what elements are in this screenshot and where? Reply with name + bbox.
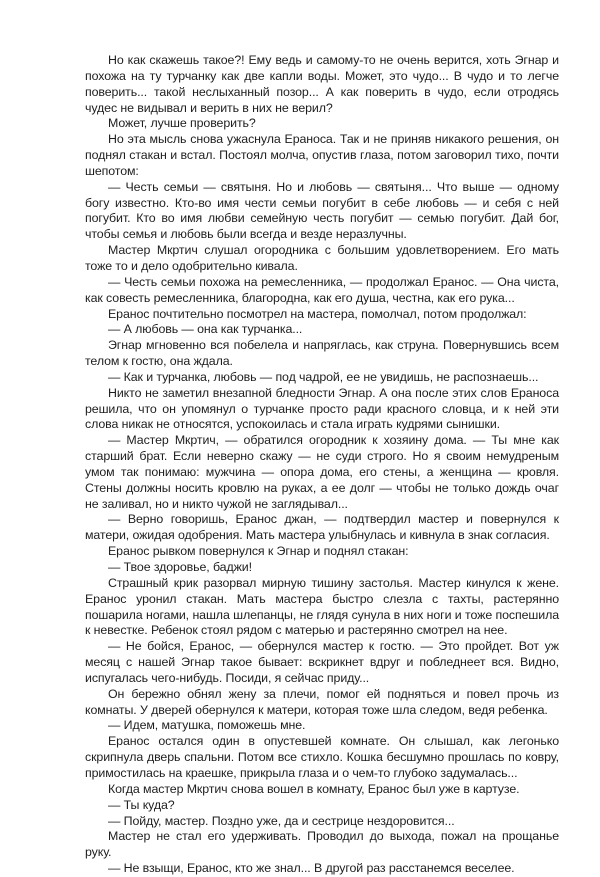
paragraph: — Твое здоровье, баджи!: [108, 560, 252, 574]
paragraph: Но как скажешь такое?! Ему ведь и самому-то не очень верится, хоть Эгнар и похожа на ту турчанку как две капли воды. Может, это чудо... В чудо и то легче поверить... такой неслыханный позор... А как поверить в чудо, если отродясь чудес не видывал и верить в них не верил?: [85, 53, 559, 115]
paragraph: Но эта мысль снова ужаснула Ераноса. Так и не приняв никакого решения, он поднял стакан и встал. Постоял молча, опустив глаза, потом заговорил тихо, почти шепотом:: [85, 132, 559, 178]
paragraph: — Как и турчанка, любовь — под чадрой, ее не увидишь, не распознаешь...: [108, 369, 539, 384]
paragraph: Еранос остался один в опустевшей комнате. Он слышал, как легонько скрипнула дверь спальни. Потом все стихло. Кошка бесшумно прошлась по ковру, примостилась на краешке, прикрыла глаза и о чем-то глубоко задумалась...: [85, 734, 559, 780]
paragraph: Когда мастер Мкртич снова вошел в комнату, Еранос был уже в картузе.: [108, 781, 520, 796]
paragraph: — Идем, матушка, поможешь мне.: [108, 718, 306, 733]
paragraph: Никто не заметил внезапной бледности Эгнар. А она после этих слов Ераноса решила, что он упомянул о турчанке просто ради красного словца, и к ней эти слова никак не относятся, успокоилась и стала играть кудрями сынишки.: [85, 385, 559, 432]
paragraph: Мастер Мкртич слушал огородника с большим удовлетворением. Его мать тоже то и дело одобрительно кивала.: [85, 243, 559, 273]
paragraph: Эгнар мгновенно вся побелела и напряглась, как струна. Повернувшись всем телом к гостю, она ждала.: [85, 338, 559, 369]
paragraph: — Мастер Мкртич, — обратился огородник к хозяину дома. — Ты мне как старший брат. Если неверно скажу — не суди строго. Но я своим немудреным умом так понимаю: мужчина — опора дома, его стены, а женщина — кровля. Стены должны носить кровлю на руках, а ее долг — чтобы не только дождь очаг не заливал, но и никто чужой не заглядывал...: [85, 433, 559, 511]
paragraph: — Не бойся, Еранос, — обернулся мастер к гостю. — Это пройдет. Вот уж месяц с нашей Эгнар такое бывает: вскрикнет вдруг и побледнеет вся. Видно, испугалась чего-нибудь. Посиди, я сейчас приду...: [85, 639, 559, 685]
paragraph: — Верно говоришь, Еранос джан, — подтвердил мастер и повернулся к матери, ожидая одобрения. Мать мастера улыбнулась и кивнула в знак согласия.: [85, 512, 559, 543]
document-page: [85, 53, 559, 877]
paragraph: — Ты куда?: [108, 797, 175, 812]
paragraph: Страшный крик разорвал мирную тишину застолья. Мастер кинулся к жене. Еранос уронил стакан. Мать мастера быстро слезла с тахты, растерянно пошарила ногами, нашла шлепанцы, не глядя сунула в них ноги и тоже поспешила к невестке. Ребенок стоял рядом с матерью и растерянно смотрел на нее.: [85, 575, 559, 638]
paragraph: — Честь семьи похожа на ремесленника, — продолжал Еранос. — Она чиста, как совесть ремесленника, благородна, как его душа, честна, как его рука...: [85, 274, 559, 305]
paragraph: Еранос рывком повернулся к Эгнар и поднял стакан:: [108, 544, 409, 559]
paragraph: Мастер не стал его удерживать. Проводил до выхода, пожал на прощанье руку.: [85, 829, 559, 860]
paragraph: Может, лучше проверить?: [108, 116, 256, 131]
paragraph: Он бережно обнял жену за плечи, помог ей подняться и повел прочь из комнаты. У дверей обернулся к матери, которая тоже шла следом, ведя ребенка.: [85, 686, 559, 717]
paragraph: — Пойду, мастер. Поздно уже, да и сестрице нездоровится...: [108, 813, 455, 828]
paragraph: — Честь семьи — святыня. Но и любовь — святыня... Что выше — одному богу известно. Кто-во имя чести семьи погубит в себе любовь — и себя с ней погубит. Кто во имя любви семейную честь погубит — семью погубит. Дай бог, чтобы семья и любовь были всегда и везде неразлучны.: [85, 179, 559, 242]
paragraph: — Не взыщи, Еранос, кто же знал... В другой раз расстанемся веселее.: [108, 861, 515, 876]
paragraph: Еранос почтительно посмотрел на мастера, помолчал, потом продолжал:: [108, 306, 527, 321]
paragraph: — А любовь — она как турчанка...: [108, 322, 303, 337]
